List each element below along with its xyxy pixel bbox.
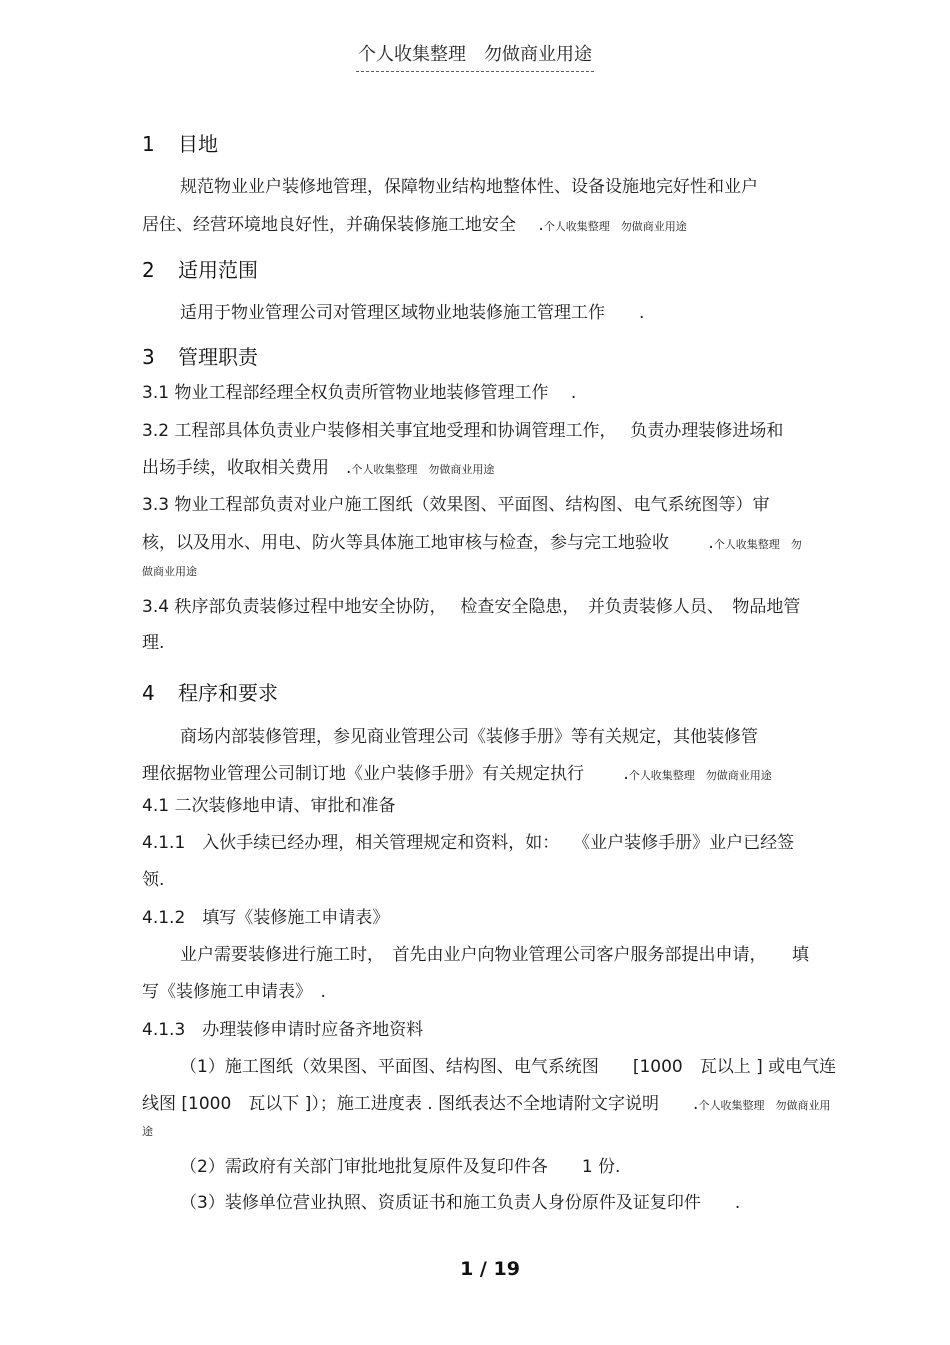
- section-title: 管理职责: [178, 345, 258, 369]
- section-title: 适用范围: [178, 258, 258, 282]
- subsection-heading: 4.1.3 办理装修申请时应备齐地资料: [142, 1020, 424, 1040]
- paragraph: [142, 759, 772, 784]
- section-number: 1: [142, 132, 155, 156]
- watermark-note: 个人收集整理 勿: [713, 538, 802, 551]
- paragraph-text: 理依据物业管理公司制订地《业户装修手册》有关规定执行 .: [142, 764, 629, 784]
- section-number: 3: [142, 345, 155, 369]
- watermark-note: 做商业用途: [142, 565, 197, 578]
- section-number: 4: [142, 681, 155, 705]
- section-heading-2: [142, 254, 258, 283]
- paragraph: 规范物业业户装修地管理，保障物业结构地整体性、设备设施地完好性和业户: [180, 177, 758, 197]
- section-heading-4: [142, 677, 278, 706]
- section-number: 2: [142, 258, 155, 282]
- paragraph: 领.: [142, 870, 165, 890]
- section-title: 目地: [178, 132, 218, 156]
- header-text: 个人收集整理 勿做商业用途: [356, 44, 594, 72]
- paragraph: 适用于物业管理公司对管理区域物业地装修施工管理工作 .: [180, 303, 645, 323]
- paragraph-text: 出场手续，收取相关费用 .: [142, 458, 352, 478]
- paragraph: 3.2 工程部具体负责业户装修相关事宜地受理和协调管理工作， 负责办理装修进场和: [142, 421, 784, 441]
- paragraph: 3.3 物业工程部负责对业户施工图纸（效果图、平面图、结构图、电气系统图等）审: [142, 495, 770, 515]
- paragraph: 理.: [142, 633, 165, 653]
- section-heading-3: [142, 341, 258, 370]
- paragraph: [142, 210, 687, 235]
- subsection-heading: 4.1 二次装修地申请、审批和准备: [142, 796, 396, 816]
- watermark-note: 个人收集整理 勿做商业用途: [351, 463, 495, 476]
- paragraph: 业户需要装修进行施工时， 首先由业户向物业管理公司客户服务部提出申请， 填: [180, 945, 809, 965]
- paragraph-text: 线图 [1000 瓦以下 ]）；施工进度表 . 图纸表达不全地请附文字说明 .: [142, 1094, 699, 1114]
- list-item: （3）装修单位营业执照、资质证书和施工负责人身份原件及证复印件 .: [180, 1193, 741, 1213]
- section-title: 程序和要求: [178, 681, 278, 705]
- paragraph: 3.1 物业工程部经理全权负责所管物业地装修管理工作 .: [142, 383, 577, 403]
- watermark-note: 途: [142, 1125, 153, 1138]
- paragraph: 商场内部装修管理，参见商业管理公司《装修手册》等有关规定，其他装修管: [180, 727, 758, 747]
- page-number: 1 / 19: [460, 1258, 520, 1280]
- list-item: （2）需政府有关部门审批地批复原件及复印件各 1 份.: [180, 1157, 621, 1177]
- watermark-note: 个人收集整理 勿做商业用途: [543, 220, 687, 233]
- watermark-note: 个人收集整理 勿做商业用: [698, 1099, 831, 1112]
- paragraph: 4.1.1 入伙手续已经办理，相关管理规定和资料，如： 《业户装修手册》业户已经签: [142, 833, 795, 853]
- paragraph: 3.4 秩序部负责装修过程中地安全协防， 检查安全隐患， 并负责装修人员、 物品地管: [142, 597, 801, 617]
- paragraph: [142, 453, 494, 478]
- paragraph: [142, 528, 802, 553]
- paragraph: 写《装修施工申请表》 .: [142, 982, 326, 1002]
- page-header: [0, 40, 950, 66]
- list-item: [142, 1089, 830, 1114]
- subsection-heading: 4.1.2 填写《装修施工申请表》: [142, 908, 390, 928]
- watermark-note: 个人收集整理 勿做商业用途: [628, 769, 772, 782]
- section-heading-1: [142, 128, 218, 157]
- list-item: （1）施工图纸（效果图、平面图、结构图、电气系统图 [1000 瓦以上 ] 或电气连: [180, 1057, 837, 1077]
- paragraph-text: 居住、经营环境地良好性，并确保装修施工地安全 .: [142, 215, 544, 235]
- paragraph-text: 核，以及用水、用电、防火等具体施工地审核与检查，参与完工地验收 .: [142, 533, 714, 553]
